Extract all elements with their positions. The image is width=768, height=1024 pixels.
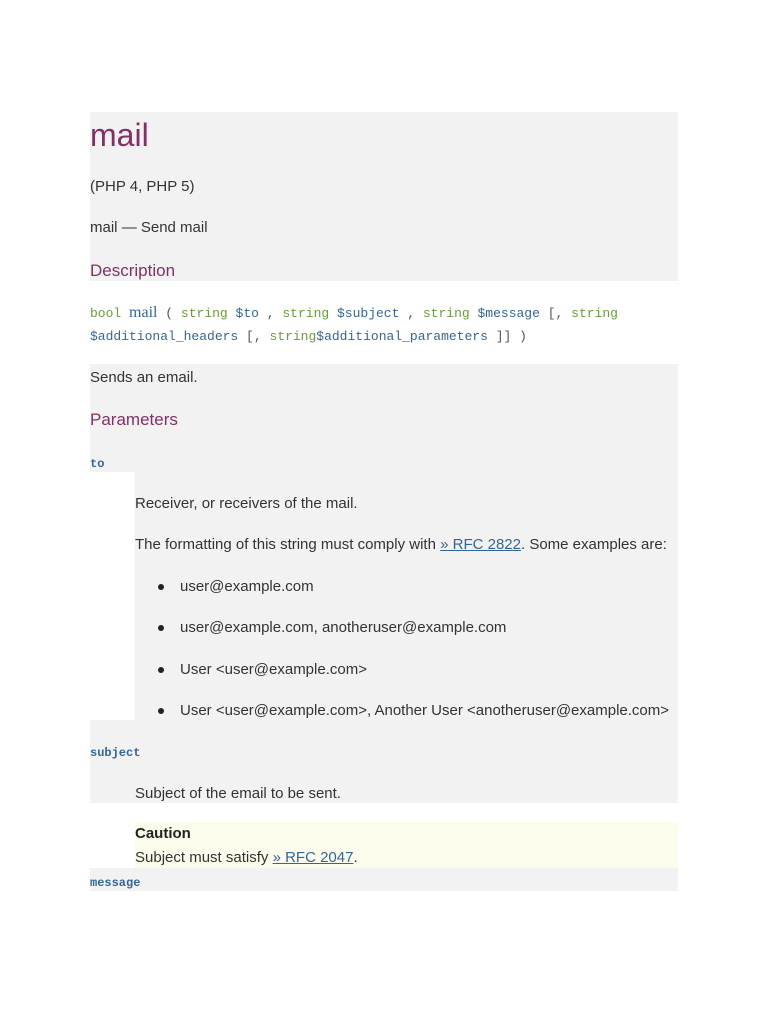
bullet-icon xyxy=(158,625,164,631)
param-name-subject: subject xyxy=(90,746,141,760)
caution-prefix: Subject must satisfy xyxy=(135,849,273,866)
to-format-suffix: . Some examples are: xyxy=(520,536,667,553)
comma-1: , xyxy=(266,306,275,321)
open-paren: ( xyxy=(165,306,174,321)
caution-text xyxy=(135,849,358,866)
to-description: Receiver, or receivers of the mail. xyxy=(135,495,358,512)
param-type-subject: string xyxy=(282,306,330,321)
to-format-note xyxy=(135,536,667,553)
optional-open-2: [, xyxy=(246,329,262,344)
method-synopsis-line-1 xyxy=(90,304,618,322)
example-item: User <user@example.com>, Another User <anotheruser@example.com> xyxy=(180,702,670,719)
param-var-parameters: $additional_parameters xyxy=(316,329,488,344)
return-type: bool xyxy=(90,306,122,321)
refname: mail xyxy=(90,219,118,236)
bullet-icon xyxy=(158,584,164,590)
param-name-to: to xyxy=(90,457,105,471)
message-background xyxy=(90,868,678,891)
parameters-heading: Parameters xyxy=(90,410,178,429)
caution-suffix: . xyxy=(353,849,358,866)
param-var-message: $message xyxy=(477,306,540,321)
to-format-prefix: The formatting of this string must comply with xyxy=(135,536,441,553)
param-var-to: $to xyxy=(235,306,259,321)
param-type-message: string xyxy=(422,306,470,321)
bullet-icon xyxy=(158,667,164,673)
param-type-headers: string xyxy=(571,306,618,321)
description-text: Sends an email. xyxy=(90,369,198,386)
refpurpose: Send mail xyxy=(140,219,208,236)
rfc-2822-link[interactable]: » RFC 2822 xyxy=(440,536,521,553)
param-type-parameters: string xyxy=(269,329,317,344)
method-synopsis-line-2 xyxy=(90,329,527,344)
subject-description: Subject of the email to be sent. xyxy=(135,785,341,802)
param-type-to: string xyxy=(180,306,228,321)
description-heading: Description xyxy=(90,261,176,280)
close-paren: ]] ) xyxy=(495,329,527,344)
optional-open-1: [, xyxy=(547,306,564,321)
example-item: User <user@example.com> xyxy=(180,661,367,678)
header-background xyxy=(90,112,678,281)
example-item: user@example.com xyxy=(180,578,314,595)
refname-dash: — xyxy=(121,219,137,236)
function-name: mail xyxy=(129,304,158,321)
param-name-message: message xyxy=(90,876,141,890)
page-title: mail xyxy=(90,117,149,153)
php-versions: (PHP 4, PHP 5) xyxy=(90,178,195,195)
comma-2: , xyxy=(407,306,416,321)
param-var-headers: $additional_headers xyxy=(90,329,239,344)
refname-line xyxy=(90,219,208,236)
caution-title: Caution xyxy=(135,825,191,842)
rfc-2047-link[interactable]: » RFC 2047 xyxy=(272,849,354,866)
bullet-icon xyxy=(158,708,164,714)
example-item: user@example.com, anotheruser@example.com xyxy=(180,619,507,636)
param-var-subject: $subject xyxy=(337,306,400,321)
